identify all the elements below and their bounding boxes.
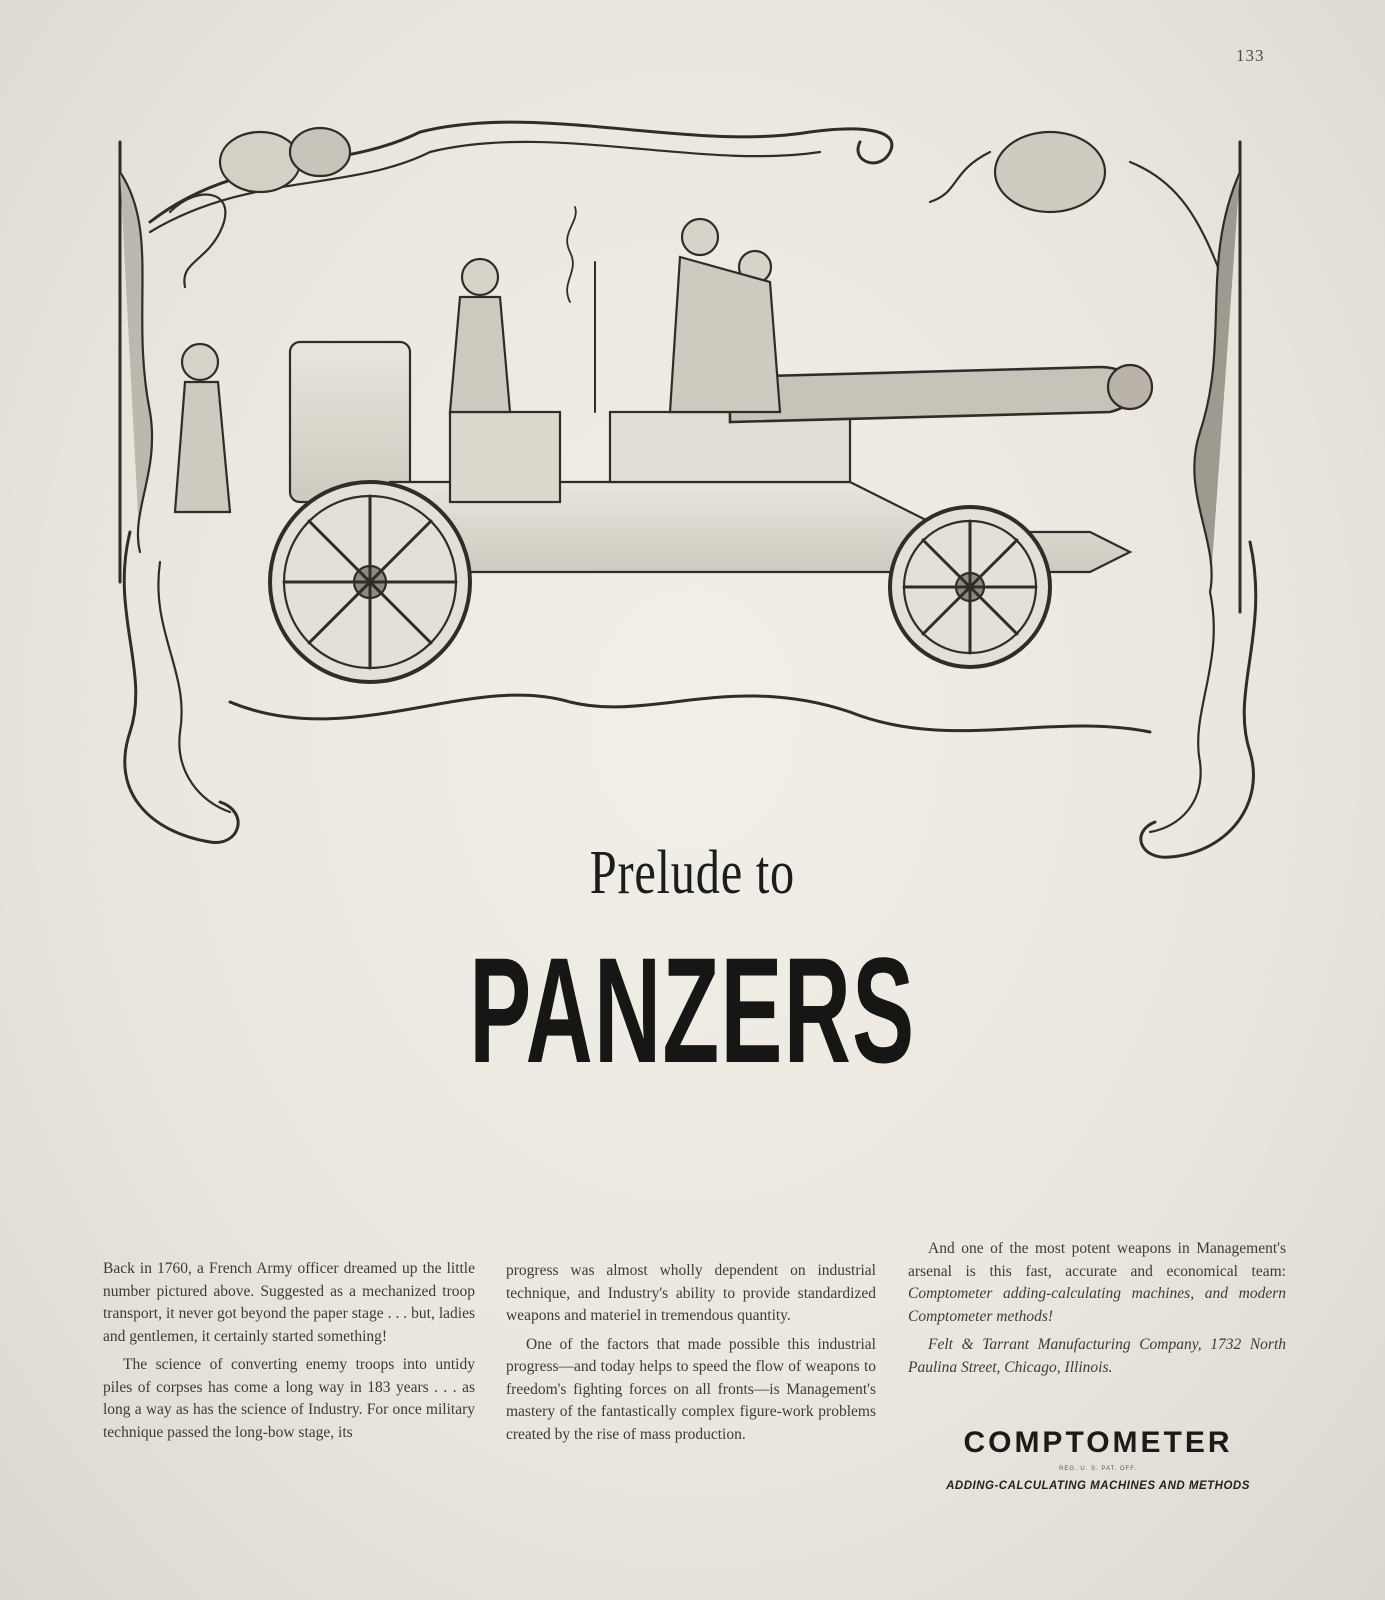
page-number: 133 — [1236, 46, 1265, 65]
paragraph: Back in 1760, a French Army officer dreamed up the little number pictured above. Suggested as a mechanized troop transport, it never got beyond the paper stage . . . but, ladies and gentlemen, it certainly started something! — [103, 1260, 475, 1345]
trademark-notice: REG. U. S. PAT. OFF. — [1059, 1466, 1137, 1472]
paragraph-intro: And one of the most potent weapons in Management's arsenal is this fast, accurate and economical team: — [908, 1240, 1286, 1280]
paragraph-product-emphasis: Comptometer adding-calculating machines, and modern Comptometer methods! — [908, 1285, 1286, 1325]
paragraph — [908, 1238, 1286, 1328]
brand-tagline: ADDING-CALCULATING MACHINES AND METHODS — [946, 1480, 1250, 1492]
engraving-cannon-carriage-icon — [90, 112, 1290, 872]
headline-main: PANZERS — [469, 926, 916, 1094]
company-address: Felt & Tarrant Manufacturing Company, 1732 North Paulina Street, Chicago, Illinois. — [908, 1336, 1286, 1376]
body-column-2 — [506, 1260, 876, 1452]
paragraph: The science of converting enemy troops into untidy piles of corpses has come a long way in 183 years . . . as long a way as has the science of Industry. For once military technique passed the long-bow stage, its — [103, 1356, 475, 1441]
brand-logo: COMPTOMETER — [963, 1426, 1233, 1459]
body-column-1 — [103, 1258, 475, 1450]
headline-prelude: Prelude to — [589, 839, 796, 907]
paragraph: One of the factors that made possible this industrial progress—and today helps to speed the flow of weapons to freedom's fighting forces on all fronts—is Management's mastery of the fantastically complex figure-work problems created by the rise of mass production. — [506, 1335, 876, 1443]
paragraph: progress was almost wholly dependent on industrial technique, and Industry's ability to provide standardized weapons and materiel in tremendous quantity. — [506, 1262, 876, 1324]
body-column-3 — [908, 1238, 1286, 1385]
